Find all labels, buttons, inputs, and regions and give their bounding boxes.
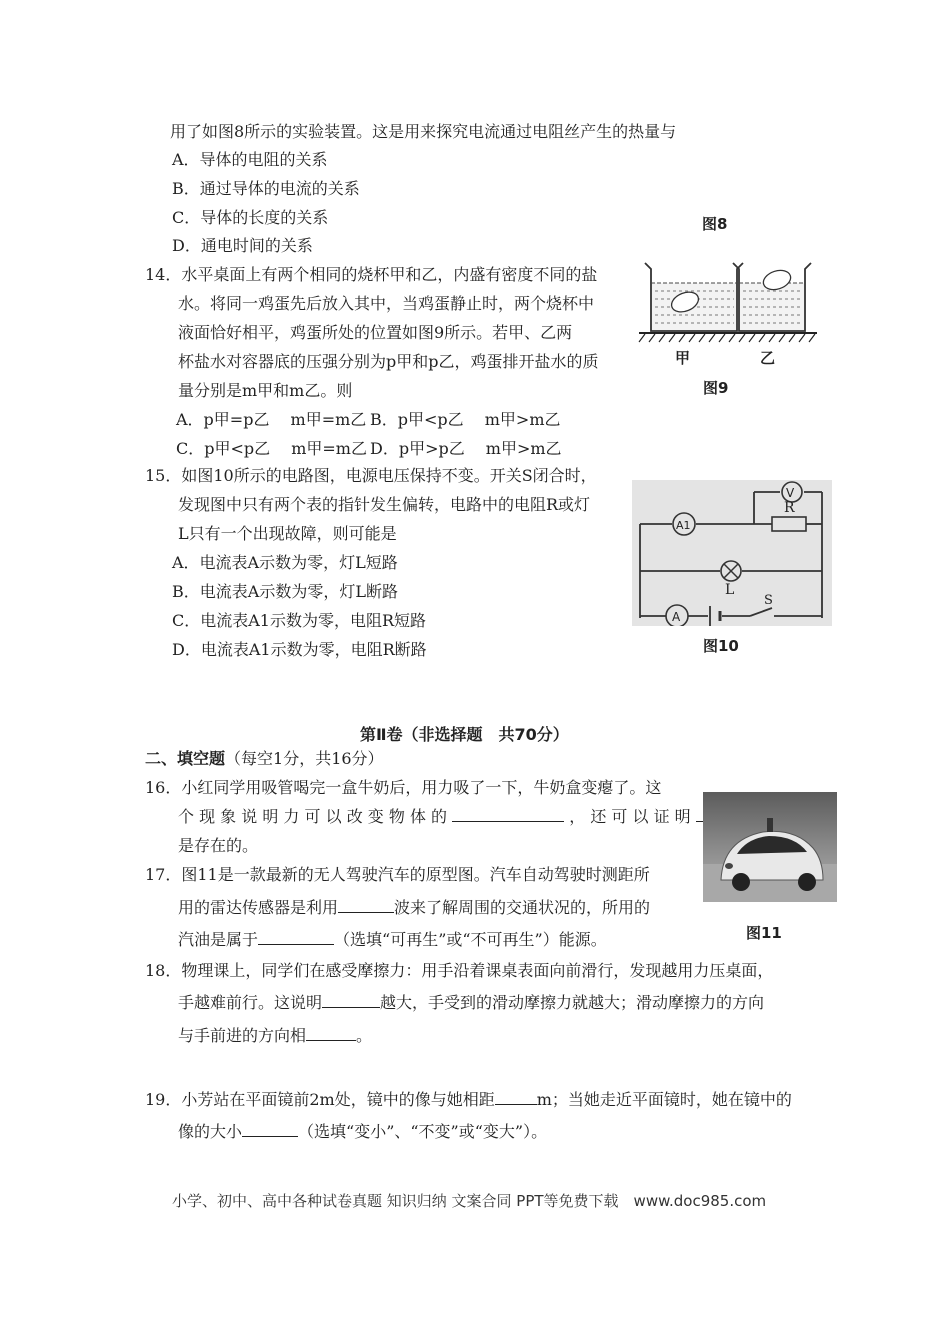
figure-8-label: 图8 (702, 215, 728, 233)
q17-line-3b: （选填“可再生”或“不可再生”）能源。 (334, 930, 607, 949)
beaker-left-label: 甲 (675, 349, 691, 367)
q19-line-1a: 19．小芳站在平面镜前2m处，镜中的像与她相距 (145, 1090, 495, 1109)
q19-blank-1[interactable] (495, 1086, 537, 1105)
table-surface (639, 333, 817, 342)
q16-line-2b: ， 还 可 以 证 明 (569, 807, 691, 826)
q14-option-d: D．p甲>p乙 m甲>m乙 (370, 439, 562, 458)
figure-11-label: 图11 (746, 924, 782, 942)
part-2-title: 第Ⅱ卷（非选择题 共70分） (360, 725, 569, 744)
q18-blank-2[interactable] (306, 1022, 356, 1041)
beaker-left (645, 263, 743, 331)
q18-line-2a: 手越难前行。这说明 (178, 993, 323, 1012)
q15-option-a: A．电流表A示数为零，灯L短路 (172, 553, 398, 572)
q18-blank-1[interactable] (322, 989, 380, 1008)
q18-line-3 (178, 1021, 372, 1050)
beaker-right (733, 263, 811, 331)
page-footer: 小学、初中、高中各种试卷真题 知识归纳 文案合同 PPT等免费下载 www.doc985.com (172, 1192, 767, 1210)
q16-line-1: 16．小红同学用吸管喝完一盒牛奶后，用力吸了一下，牛奶盒变瘪了。这 (145, 778, 662, 797)
q19-line-2a: 像的大小 (178, 1122, 243, 1141)
q18-line-1: 18．物理课上，同学们在感受摩擦力：用手沿着课桌表面向前滑行，发现越用力压桌面， (145, 961, 774, 980)
figure-9-beakers (635, 255, 825, 375)
q14-line-5: 量分别是m甲和m乙。则 (178, 381, 353, 400)
ammeter1-label: A1 (676, 519, 691, 532)
resistor-label: R (784, 500, 795, 516)
figure-9-label: 图9 (703, 379, 729, 397)
figure-11-car-photo (703, 792, 837, 902)
voltmeter-label: V (786, 486, 795, 500)
switch-label: S (764, 593, 773, 608)
figure-10-circuit (632, 480, 832, 626)
beaker-right-label: 乙 (760, 349, 776, 367)
q19-line-2b: （选填“变小”、“不变”或“变大”）。 (298, 1122, 548, 1141)
q15-line-2: 发现图中只有两个表的指针发生偏转，电路中的电阻R或灯 (178, 495, 591, 514)
q14-option-c: C．p甲<p乙 m甲=m乙 (176, 439, 367, 458)
lamp-label: L (725, 582, 735, 598)
q13-stem: 用了如图8所示的实验装置。这是用来探究电流通过电阻丝产生的热量与 (170, 122, 677, 141)
q17-line-1: 17．图11是一款最新的无人驾驶汽车的原型图。汽车自动驾驶时测距所 (145, 865, 650, 884)
q19-line-1 (145, 1085, 792, 1114)
q18-line-3b: 。 (356, 1026, 373, 1045)
q16-blank-1[interactable] (452, 803, 564, 822)
q17-line-2 (178, 893, 650, 922)
q18-line-2 (178, 988, 764, 1017)
q15-line-3: L只有一个出现故障，则可能是 (178, 524, 397, 543)
q19-blank-2[interactable] (242, 1118, 298, 1137)
section-2-name: 二、填空题 (145, 749, 226, 768)
section-2-heading (145, 749, 384, 769)
q18-line-3a: 与手前进的方向相 (178, 1026, 307, 1045)
q14-line-1: 14．水平桌面上有两个相同的烧杯甲和乙，内盛有密度不同的盐 (145, 265, 598, 284)
q17-line-2b: 波来了解周围的交通状况的，所用的 (394, 898, 651, 917)
ammeter-label: A (672, 610, 681, 624)
q17-blank-1[interactable] (338, 894, 394, 913)
q15-option-d: D．电流表A1示数为零，电阻R断路 (172, 640, 427, 659)
q13-option-c: C．导体的长度的关系 (172, 208, 329, 227)
q16-line-3: 是存在的。 (178, 836, 259, 855)
q14-line-4: 杯盐水对容器底的压强分别为p甲和p乙，鸡蛋排开盐水的质 (178, 352, 599, 371)
q14-option-b: B．p甲<p乙 m甲>m乙 (370, 410, 561, 429)
q16-line-2a: 个 现 象 说 明 力 可 以 改 变 物 体 的 (178, 807, 448, 826)
q14-option-a: A．p甲=p乙 m甲=m乙 (176, 410, 367, 429)
q13-option-d: D．通电时间的关系 (172, 236, 313, 255)
q17-line-3 (178, 925, 607, 954)
q17-line-3a: 汽油是属于 (178, 930, 259, 949)
q14-line-3: 液面恰好相平，鸡蛋所处的位置如图9所示。若甲、乙两 (178, 323, 573, 342)
q19-line-2 (178, 1117, 547, 1146)
q19-line-1b: m；当她走近平面镜时，她在镜中的 (536, 1090, 792, 1109)
section-2-note: （每空1分，共16分） (225, 749, 384, 768)
q17-line-2a: 用的雷达传感器是利用 (178, 898, 339, 917)
q15-option-b: B．电流表A示数为零，灯L断路 (172, 582, 398, 601)
resistor-r (772, 517, 806, 531)
q16-line-2 (178, 802, 708, 831)
q13-option-a: A．导体的电阻的关系 (172, 150, 328, 169)
q17-blank-2[interactable] (258, 926, 334, 945)
q14-line-2: 水。将同一鸡蛋先后放入其中，当鸡蛋静止时，两个烧杯中 (178, 294, 595, 313)
q13-option-b: B．通过导体的电流的关系 (172, 179, 360, 198)
q15-line-1: 15．如图10所示的电路图，电源电压保持不变。开关S闭合时， (145, 466, 597, 485)
q18-line-2b: 越大，手受到的滑动摩擦力就越大；滑动摩擦力的方向 (380, 993, 765, 1012)
figure-10-label: 图10 (703, 637, 739, 655)
q15-option-c: C．电流表A1示数为零，电阻R短路 (172, 611, 427, 630)
